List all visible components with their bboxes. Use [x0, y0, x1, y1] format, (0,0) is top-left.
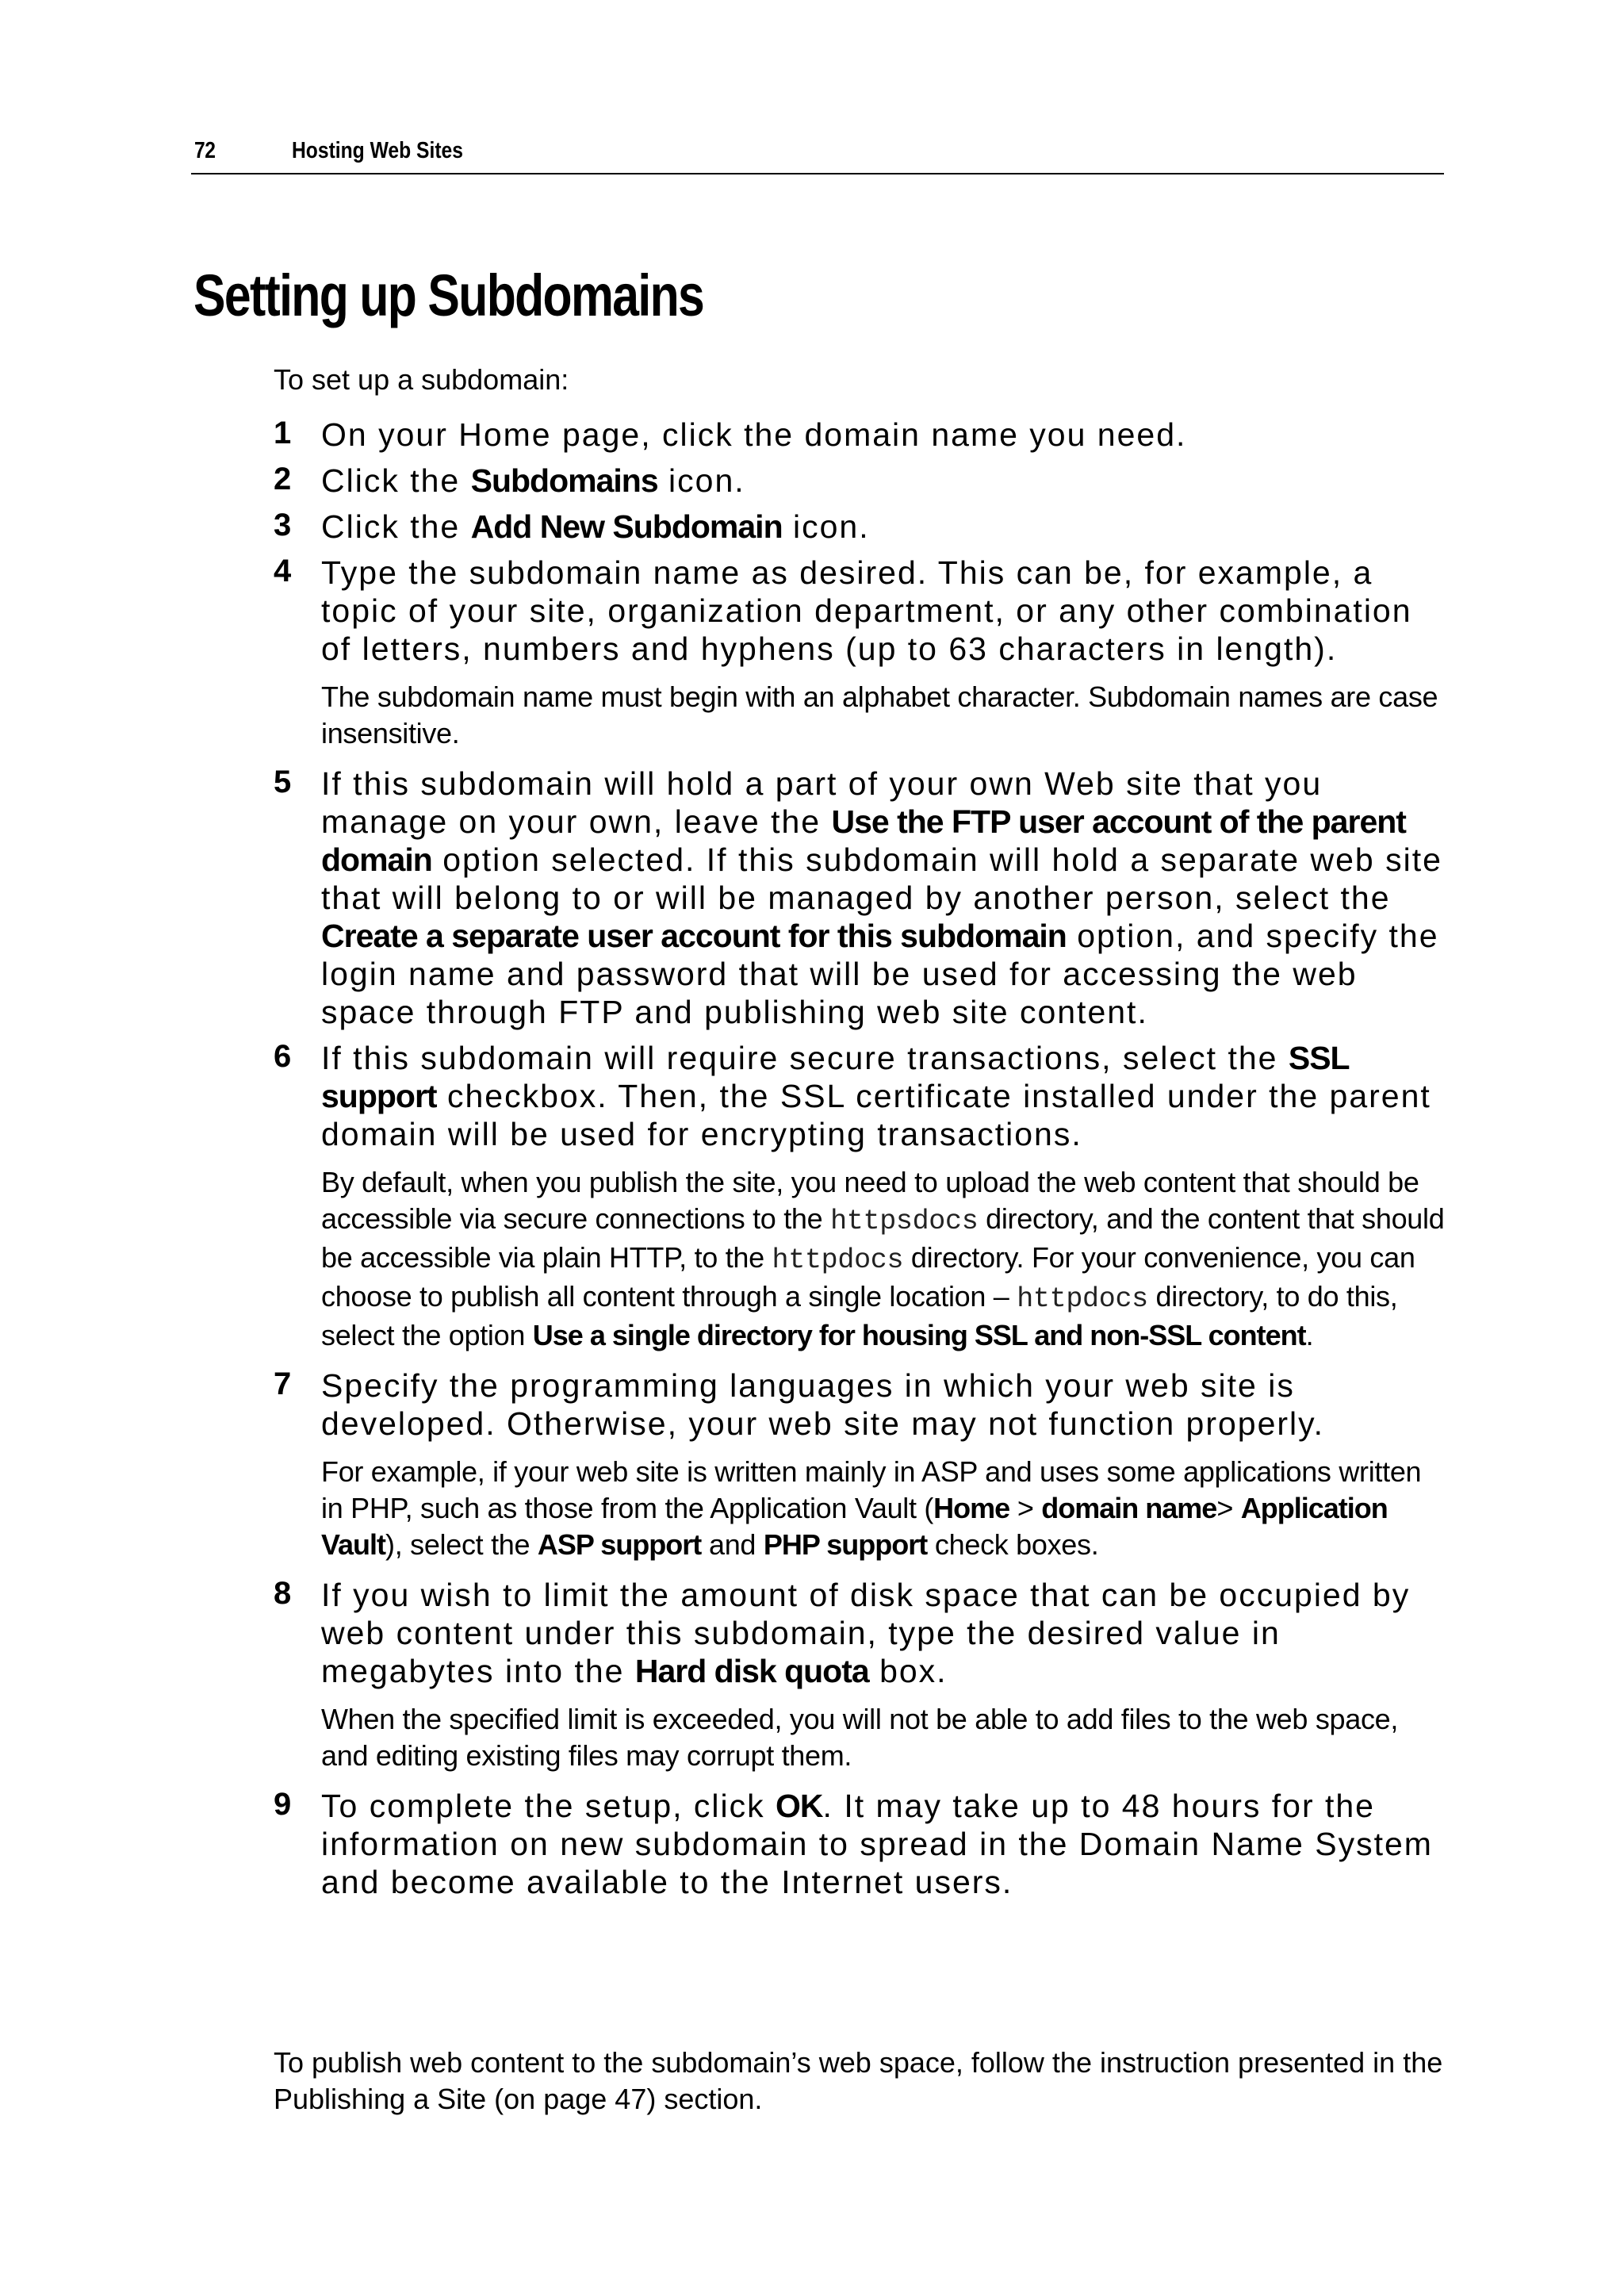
ui-term-ok: OK: [776, 1788, 823, 1824]
section-title: Setting up Subdomains: [193, 263, 704, 328]
step-7: [274, 1366, 1447, 1563]
note-text: For example, if your web site is written mainly in ASP and uses some applications written in PHP, such as those from the Application Vault (: [321, 1455, 1422, 1524]
note-text: directory, and the content that should be accessible via plain HTTP, to the: [321, 1202, 1445, 1274]
code-httpsdocs: httpsdocs: [830, 1205, 979, 1237]
note-text: .: [1305, 1319, 1314, 1351]
step-4: [274, 554, 1447, 752]
step-number: 2: [274, 462, 292, 496]
step-text-end: icon.: [782, 508, 870, 545]
step-text-end: icon.: [657, 462, 745, 499]
step-text: On your Home page, click the domain name you need.: [321, 416, 1187, 453]
ui-term-single-directory: Use a single directory for housing SSL and non-SSL content: [532, 1319, 1306, 1351]
step-text: If you wish to limit the amount of disk space that can be occupied by web content under this subdomain, type the desired value in megabytes into the: [321, 1577, 1411, 1689]
step-number: 5: [274, 765, 292, 799]
step-text: If this subdomain will hold a part of your own Web site that you manage on your own, leave the: [321, 765, 1323, 840]
ui-term-asp-support: ASP support: [537, 1528, 702, 1561]
code-httpdocs: httpdocs: [1017, 1283, 1148, 1315]
step-number: 3: [274, 508, 292, 542]
ui-term-application-vault: Application Vault: [321, 1492, 1388, 1561]
ui-term-domain-name: domain name: [1041, 1492, 1217, 1524]
step-8: [274, 1576, 1447, 1774]
note-text: directory. For your convenience, you can choose to publish all content through a single location –: [321, 1241, 1415, 1313]
ui-term-php-support: PHP support: [763, 1528, 928, 1561]
running-title: Hosting Web Sites: [292, 138, 463, 163]
step-text-mid: option selected. If this subdomain will hold a separate web site that will belong to or will be managed by another person, select the: [321, 841, 1442, 916]
step-2: [274, 462, 1447, 500]
step-number: 7: [274, 1366, 292, 1401]
step-number: 4: [274, 554, 292, 588]
step-number: 8: [274, 1576, 292, 1611]
step-text: If this subdomain will require secure transactions, select the: [321, 1040, 1289, 1076]
ui-term-subdomains: Subdomains: [470, 462, 658, 499]
step-note: When the specified limit is exceeded, you will not be able to add files to the web space, and editing existing files may corrupt them.: [321, 1703, 1399, 1772]
step-1: [274, 416, 1447, 454]
page-number: 72: [194, 138, 216, 163]
step-text: To complete the setup, click: [321, 1788, 776, 1824]
note-text: directory, to do this, select the option: [321, 1280, 1398, 1351]
ui-term-add-new-subdomain: Add New Subdomain: [470, 508, 783, 545]
step-text: Type the subdomain name as desired. This can be, for example, a topic of your site, organization department, or any other combination of letters, numbers and hyphens (up to 63 characters in length).: [321, 554, 1412, 667]
step-9: [274, 1787, 1447, 1901]
step-6: [274, 1039, 1447, 1354]
page-header: [191, 136, 1444, 174]
step-note: [321, 1164, 1447, 1354]
ui-term-ssl-support: SSL support: [321, 1040, 1349, 1114]
note-text: check boxes.: [927, 1528, 1099, 1561]
note-text: >: [1009, 1492, 1042, 1524]
step-note: [321, 1454, 1447, 1563]
intro-text: To set up a subdomain:: [274, 363, 569, 396]
closing-paragraph: To publish web content to the subdomain’s web space, follow the instruction presented in the Publishing a Site (on page 47) section.: [274, 2046, 1443, 2115]
step-number: 9: [274, 1787, 292, 1822]
code-httpdocs: httpdocs: [772, 1244, 904, 1276]
ui-term-hard-disk-quota: Hard disk quota: [634, 1653, 869, 1689]
ui-term-create-separate-account: Create a separate user account for this subdomain: [321, 918, 1067, 954]
note-text: ), select the: [385, 1528, 538, 1561]
ui-term-use-ftp-account: Use the FTP user account of the parent domain: [321, 803, 1406, 878]
steps-list: [274, 416, 1447, 1909]
step-number: 1: [274, 416, 292, 450]
step-text-end: box.: [868, 1653, 948, 1689]
step-note: The subdomain name must begin with an alphabet character. Subdomain names are case insensitive.: [321, 680, 1438, 749]
note-text: By default, when you publish the site, you need to upload the web content that should be accessible via secure connections to the: [321, 1166, 1419, 1235]
step-text-end: . It may take up to 48 hours for the information on new subdomain to spread in the Domain Name System and become available to the Internet users.: [321, 1788, 1433, 1900]
step-text: Specify the programming languages in which your web site is developed. Otherwise, your web site may not function properly.: [321, 1367, 1324, 1442]
step-text-end: option, and specify the login name and password that will be used for accessing the web space through FTP and publishing web site content.: [321, 918, 1439, 1030]
step-5: [274, 765, 1447, 1031]
step-text: Click the: [321, 508, 471, 545]
step-text: Click the: [321, 462, 471, 499]
ui-term-home: Home: [933, 1492, 1010, 1524]
note-text: and: [701, 1528, 764, 1561]
note-text: >: [1216, 1492, 1241, 1524]
step-3: [274, 508, 1447, 546]
step-text-end: checkbox. Then, the SSL certificate installed under the parent domain will be used for encrypting transactions.: [321, 1078, 1431, 1152]
step-number: 6: [274, 1039, 292, 1074]
